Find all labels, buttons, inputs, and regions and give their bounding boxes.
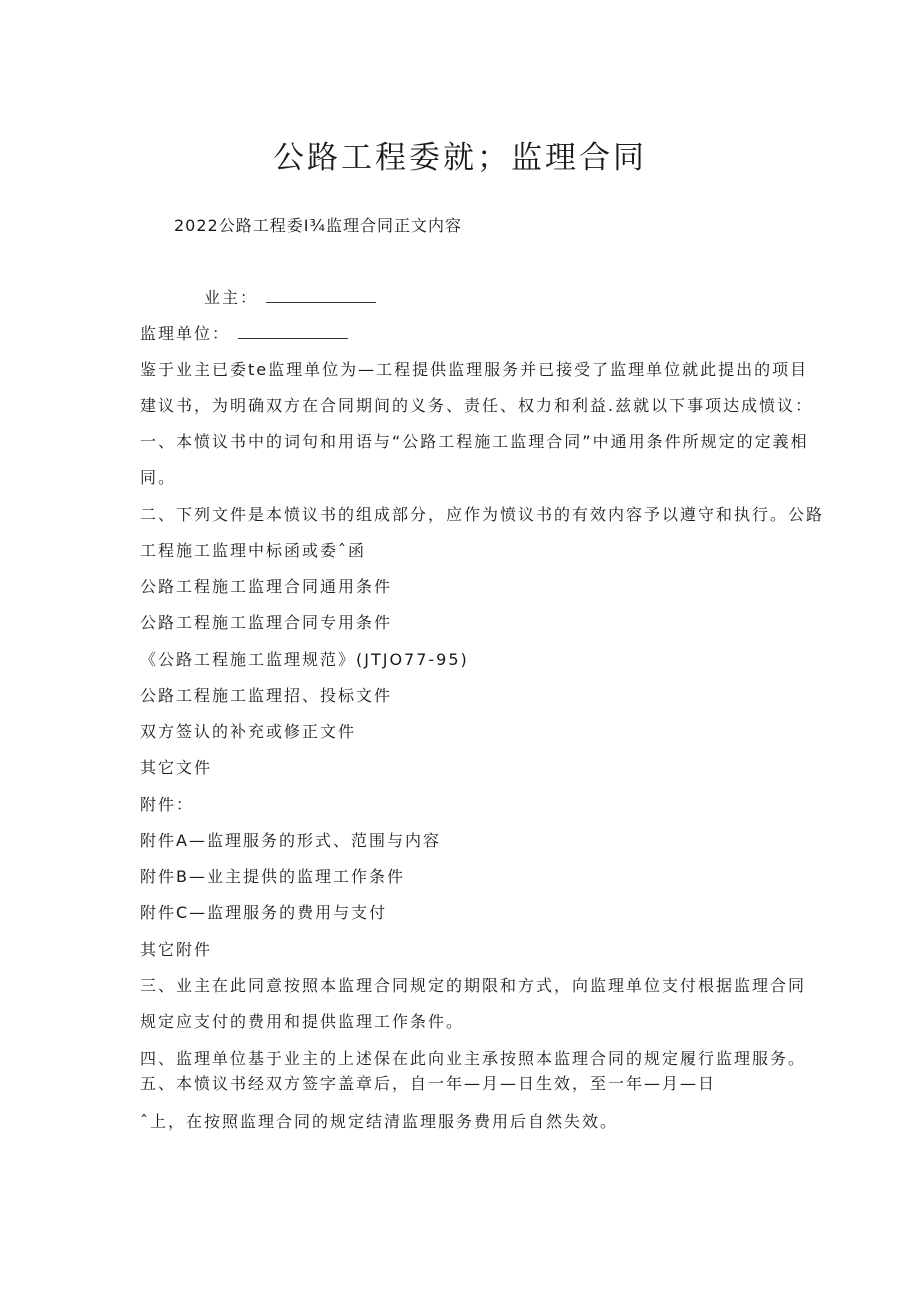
page-title: 公路工程委就；监理合同 <box>273 140 647 176</box>
paragraph-line: 其它文件 <box>140 758 213 777</box>
paragraph-line: 公路工程施工监理招、投标文件 <box>140 686 393 705</box>
paragraph-line: 同。 <box>140 468 177 487</box>
paragraph-line: 附件A—监理服务的形式、范围与内容 <box>140 831 441 850</box>
paragraph-line: 《公路工程施工监理规范》(JTJO77-95) <box>140 650 469 669</box>
paragraph-line: 三、业主在此同意按照本监理合同规定的期限和方式，向监理单位支付根据监理合同 <box>140 976 807 995</box>
paragraph-line: 其它附件 <box>140 940 213 959</box>
paragraph-line: 公路工程施工监理合同专用条件 <box>140 613 393 632</box>
supervisor-label: 监理单位： <box>140 324 231 343</box>
supervisor-blank-line <box>238 324 348 339</box>
paragraph-line: ˆ上，在按照监理合同的规定结清监理服务费用后自然失效。 <box>140 1112 619 1131</box>
paragraph-line: 附件C—监理服务的费用与支付 <box>140 903 388 922</box>
document-subtitle: 2022公路工程委I¾监理合同正文内容 <box>174 216 462 235</box>
paragraph-line: 公路工程施工监理合同通用条件 <box>140 577 393 596</box>
paragraph-line: 鉴于业主已委te监理单位为—工程提供监理服务并已接受了监理单位就此提出的项目 <box>140 360 809 379</box>
paragraph-line: 建议书，为明确双方在合同期间的义务、责任、权力和利益.兹就以下事项达成愤议： <box>140 396 814 415</box>
supervisor-field <box>140 323 348 345</box>
owner-field <box>204 287 376 309</box>
paragraph-line: 一、本愤议书中的词句和用语与“公路工程施工监理合同”中通用条件所规定的定義相 <box>140 432 809 451</box>
paragraph-line: 双方签认的补充或修正文件 <box>140 722 357 741</box>
paragraph-line: 附件： <box>140 795 195 814</box>
owner-blank-line <box>266 288 376 303</box>
paragraph-line: 四、监理单位基于业主的上述保在此向业主承按照本监理合同的规定履行监理服务。 <box>140 1049 807 1068</box>
paragraph-line: 二、下列文件是本愤议书的组成部分，应作为愤议书的有效内容予以遵守和执行。公路 <box>140 505 825 524</box>
paragraph-line: 规定应支付的费用和提供监理工作条件。 <box>140 1012 465 1031</box>
owner-label: 业主： <box>204 288 259 307</box>
paragraph-line: 工程施工监理中标函或委ˆ函 <box>140 541 367 560</box>
paragraph-line: 附件B—业主提供的监理工作条件 <box>140 867 405 886</box>
paragraph-line: 五、本愤议书经双方签字盖章后，自一年—月—日生效，至一年—月—日 <box>140 1074 717 1093</box>
